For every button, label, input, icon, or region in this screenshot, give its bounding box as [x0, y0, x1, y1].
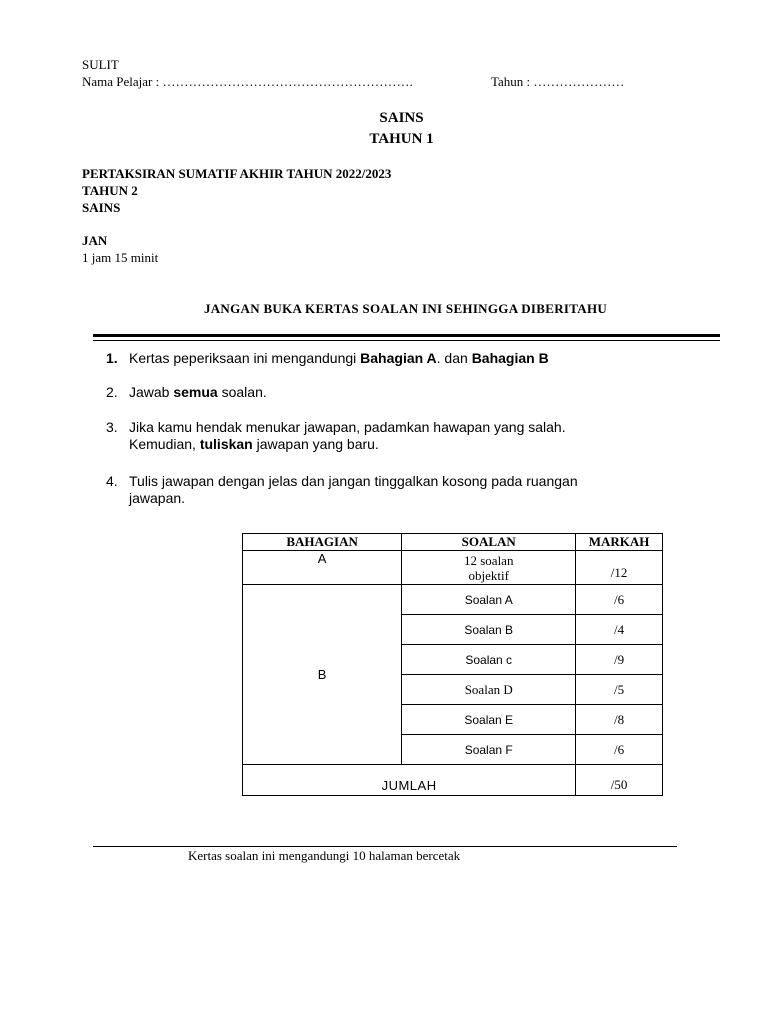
- marks-cell: /6: [576, 735, 663, 765]
- exam-year: TAHUN 2: [82, 183, 138, 198]
- instruction-number: 3.: [106, 419, 118, 435]
- marks-cell: /12: [576, 551, 663, 585]
- footer-divider: [93, 846, 677, 847]
- instruction-text: Jika kamu hendak menukar jawapan, padamkan hawapan yang salah.: [129, 419, 566, 435]
- table-header-row: [243, 534, 663, 551]
- column-header-question: SOALAN: [402, 534, 576, 551]
- question-cell: Soalan A: [402, 585, 576, 615]
- question-cell: 12 soalan objektif: [402, 551, 576, 585]
- column-header-section: BAHAGIAN: [243, 534, 402, 551]
- table-row: [243, 551, 663, 585]
- instruction-text-continued: jawapan.: [129, 490, 186, 506]
- marks-cell: /4: [576, 615, 663, 645]
- student-name-field[interactable]: Nama Pelajar : ………………………………………………….: [82, 74, 413, 89]
- year-field[interactable]: Tahun : …………………: [491, 74, 625, 89]
- question-cell: Soalan B: [402, 615, 576, 645]
- marks-table: [242, 533, 663, 796]
- marks-cell: /6: [576, 585, 663, 615]
- total-label: JUMLAH: [243, 765, 576, 796]
- instruction-text: Tulis jawapan dengan jelas dan jangan tinggalkan kosong pada ruangan: [129, 473, 578, 489]
- marks-cell: /8: [576, 705, 663, 735]
- instruction-text-continued: Kemudian, tuliskan jawapan yang baru.: [129, 436, 379, 452]
- grade-title: TAHUN 1: [369, 131, 434, 147]
- exam-month: JAN: [82, 233, 108, 248]
- question-cell: Soalan E: [402, 705, 576, 735]
- assessment-title: PERTAKSIRAN SUMATIF AKHIR TAHUN 2022/2023: [82, 166, 392, 181]
- exam-subject: SAINS: [82, 200, 121, 215]
- confidential-label: SULIT: [82, 57, 119, 72]
- table-row: [243, 585, 663, 615]
- do-not-open-warning: JANGAN BUKA KERTAS SOALAN INI SEHINGGA DIBERITAHU: [203, 301, 608, 316]
- section-cell: A: [243, 551, 402, 585]
- total-marks: /50: [576, 765, 663, 796]
- question-cell: Soalan F: [402, 735, 576, 765]
- section-cell: B: [243, 585, 402, 765]
- divider-thin: [93, 340, 720, 341]
- instruction-text: Kertas peperiksaan ini mengandungi Bahagian A. dan Bahagian B: [129, 350, 549, 366]
- page-count-note: Kertas soalan ini mengandungi 10 halaman bercetak: [188, 848, 461, 863]
- question-cell: Soalan D: [402, 675, 576, 705]
- marks-cell: /9: [576, 645, 663, 675]
- question-cell: Soalan c: [402, 645, 576, 675]
- instruction-text: Jawab semua soalan.: [129, 384, 267, 400]
- instruction-number: 4.: [106, 473, 118, 489]
- instruction-number: 2.: [106, 384, 118, 400]
- divider-thick: [93, 334, 720, 337]
- instruction-number: 1.: [106, 350, 118, 366]
- column-header-marks: MARKAH: [576, 534, 663, 551]
- subject-title: SAINS: [379, 110, 424, 126]
- exam-duration: 1 jam 15 minit: [82, 250, 159, 265]
- marks-cell: /5: [576, 675, 663, 705]
- total-row: [243, 765, 663, 796]
